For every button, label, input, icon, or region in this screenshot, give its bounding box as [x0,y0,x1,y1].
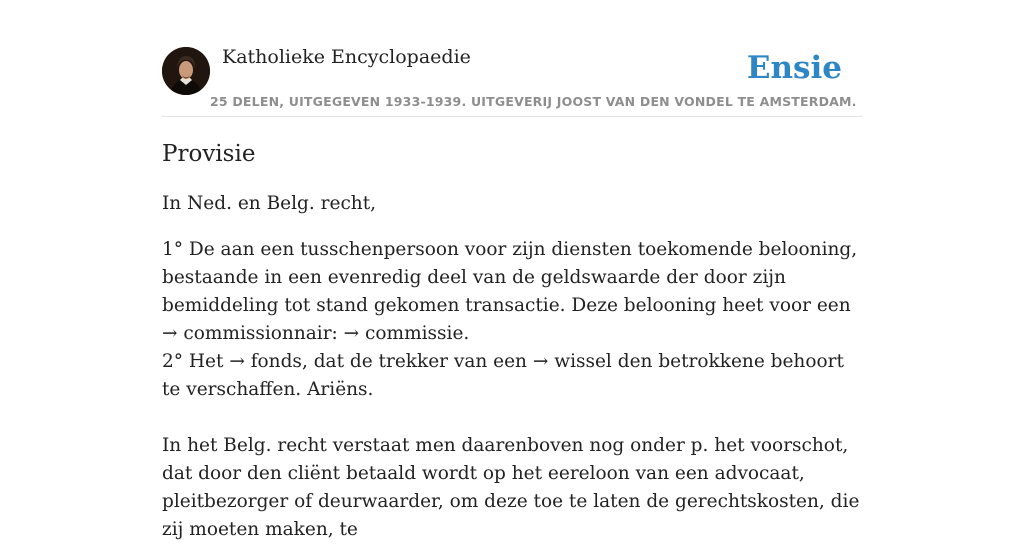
header [162,0,862,117]
paragraph-2 [162,348,862,404]
paragraph-1-text-1: 1° De aan een tusschenpersoon voor zijn diensten toekomende belooning, bestaande in een evenredig deel van de geldswaarde der door zijn bemiddeling tot stand gekomen transactie. Deze belooning heet voor een [162,239,858,316]
paragraph-2-text-3: den betrokkene behoort te verschaffen. Ariëns. [162,351,844,400]
link-commissie[interactable]: → commissie [343,323,464,344]
article-title: Provisie [162,141,256,167]
portrait-icon [162,47,210,95]
site-title[interactable]: Katholieke Encyclopaedie [222,46,471,68]
link-fonds[interactable]: → fonds [229,351,302,372]
brand-logo-link[interactable]: Ensie [746,50,842,86]
link-commissionnair[interactable]: → commissionnair [162,323,332,344]
article-intro: In Ned. en Belg. recht, [162,193,377,214]
page [162,0,862,540]
paragraph-spacer [162,404,862,432]
avatar [162,47,210,95]
site-subtitle: 25 DELEN, UITGEGEVEN 1933-1939. UITGEVERIJ JOOST VAN DEN VONDEL TE AMSTERDAM. [210,94,857,109]
paragraph-3: In het Belg. recht verstaat men daarenboven nog onder p. het voorschot, dat door den cliënt betaald wordt op het eereloon van een advocaat, pleitbezorger of deurwaarder, om deze toe te laten de gerechtskosten, die zij moeten maken, te [162,435,860,540]
paragraph-2-text-1: 2° Het [162,351,230,372]
article [162,138,862,544]
link-wissel[interactable]: → wissel [532,351,612,372]
article-body [162,236,862,544]
paragraph-2-text-2: , dat de trekker van een [301,351,533,372]
paragraph-1-text-3: . [463,323,470,344]
paragraph-1 [162,236,862,348]
paragraph-1-text-2: : [331,323,344,344]
